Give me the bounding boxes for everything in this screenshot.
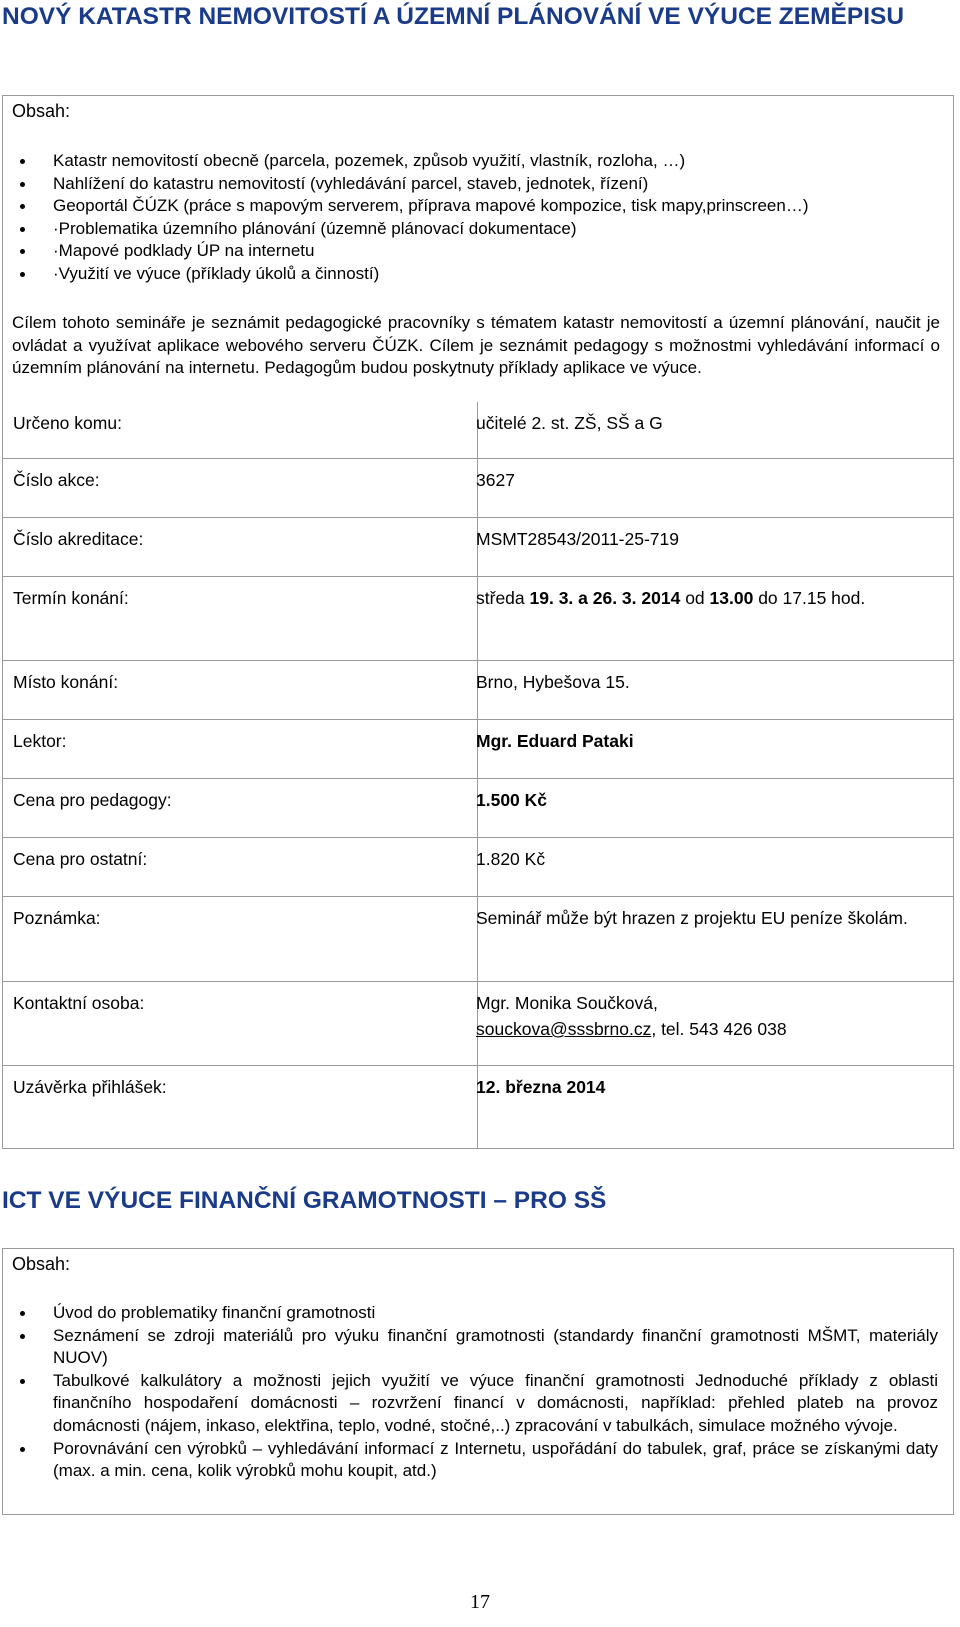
table-row [2,778,954,837]
page-number: 17 [470,1591,490,1613]
content-bullet-list [0,150,950,286]
bullet-icon [20,1447,25,1452]
table-row [2,719,954,778]
table-row [2,981,954,1065]
table-row [2,660,954,719]
obsah-label: Obsah: [12,1254,71,1274]
row-value: MSMT28543/2011-25-719 [476,529,679,549]
bullet-icon [20,227,25,232]
bullet-icon [20,182,25,187]
list-item: Geoportál ČÚZK (práce s mapovým serverem, příprava mapové kompozice, tisk mapy,prinscreen…) [0,195,950,218]
row-label: Cena pro ostatní: [13,849,148,869]
list-item: Úvod do problematiky finanční gramotnosti [0,1302,950,1325]
list-item: ·Problematika územního plánování (územně plánovací dokumentace) [0,218,950,241]
contact-email-link[interactable]: souckova@sssbrno.cz [476,1019,652,1039]
row-label: Určeno komu: [13,413,122,433]
list-item: ·Mapové podklady ÚP na internetu [0,240,950,263]
row-value: 1.820 Kč [476,849,546,869]
table-row [2,576,954,660]
list-item: Porovnávání cen výrobků – vyhledávání informací z Internetu, uspořádání do tabulek, graf, práce se získanými daty (max. a min. cena, kolik výrobků mohu koupit, atd.) [0,1438,950,1483]
table-row [2,896,954,981]
section1-title: NOVÝ KATASTR NEMOVITOSTÍ A ÚZEMNÍ PLÁNOVÁNÍ VE VÝUCE ZEMĚPISU [2,3,905,30]
row-label: Číslo akce: [13,470,100,490]
table-row [2,837,954,896]
bullet-icon [20,1334,25,1339]
row-label: Poznámka: [13,908,101,928]
list-item: ·Využití ve výuce (příklady úkolů a činností) [0,263,950,286]
row-value: 1.500 Kč [476,790,548,810]
row-value: 12. března 2014 [476,1077,606,1097]
table-row [2,517,954,576]
row-label: Kontaktní osoba: [13,993,145,1013]
bullet-icon [20,1379,25,1384]
list-item: Seznámení se zdroji materiálů pro výuku finanční gramotnosti (standardy finanční gramotnosti MŠMT, materiály NUOV) [0,1325,950,1370]
row-value: Mgr. Monika Součková, souckova@sssbrno.cz, tel. 543 426 038 [476,993,787,1039]
table-row [2,1065,954,1149]
row-label: Číslo akreditace: [13,529,144,549]
row-value: Mgr. Eduard Pataki [476,731,634,751]
row-value: středa 19. 3. a 26. 3. 2014 od 13.00 do 17.15 hod. [476,588,866,608]
bullet-icon [20,272,25,277]
table-row [2,458,954,517]
row-label: Cena pro pedagogy: [13,790,172,810]
row-label: Termín konání: [13,588,129,608]
list-item: Nahlížení do katastru nemovitostí (vyhledávání parcel, staveb, jednotek, řízení) [0,173,950,196]
row-label: Lektor: [13,731,67,751]
list-item: Katastr nemovitostí obecně (parcela, pozemek, způsob využití, vlastník, rozloha, …) [0,150,950,173]
bullet-icon [20,159,25,164]
row-label: Uzávěrka přihlášek: [13,1077,167,1097]
bullet-icon [20,204,25,209]
table-row [2,402,954,458]
row-value: Brno, Hybešova 15. [476,672,630,692]
content-bullet-list [0,1302,950,1483]
row-label: Místo konání: [13,672,119,692]
obsah-label: Obsah: [12,101,71,121]
course-details-table [2,402,954,1149]
row-value: 3627 [476,470,515,490]
list-item: Tabulkové kalkulátory a možnosti jejich využití ve výuce finanční gramotnosti Jednoduché příklady z oblasti finančního hospodaření domácnosti – rozvržení financí v domácnosti, například: přehled plateb na provoz domácnosti (nájem, inkaso, elektřina, teplo, vodné, stočné,..) zpracování v tabulkách, simulace možného vývoje. [0,1370,950,1438]
bullet-icon [20,249,25,254]
row-value: učitelé 2. st. ZŠ, SŠ a G [476,413,663,433]
bullet-icon [20,1311,25,1316]
course-description: Cílem tohoto semináře je seznámit pedagogické pracovníky s tématem katastr nemovitostí a územní plánování, naučit je ovládat a využívat aplikace webového serveru ČÚZK. Cílem je seznámit pedagogy s možnostmi vyhledávání informací o územním plánování na internetu. Pedagogům budou poskytnuty příklady aplikace ve výuce. [12,313,940,378]
row-value: Seminář může být hrazen z projektu EU peníze školám. [476,908,908,928]
section2-title: ICT VE VÝUCE FINANČNÍ GRAMOTNOSTI – PRO SŠ [2,1187,607,1214]
